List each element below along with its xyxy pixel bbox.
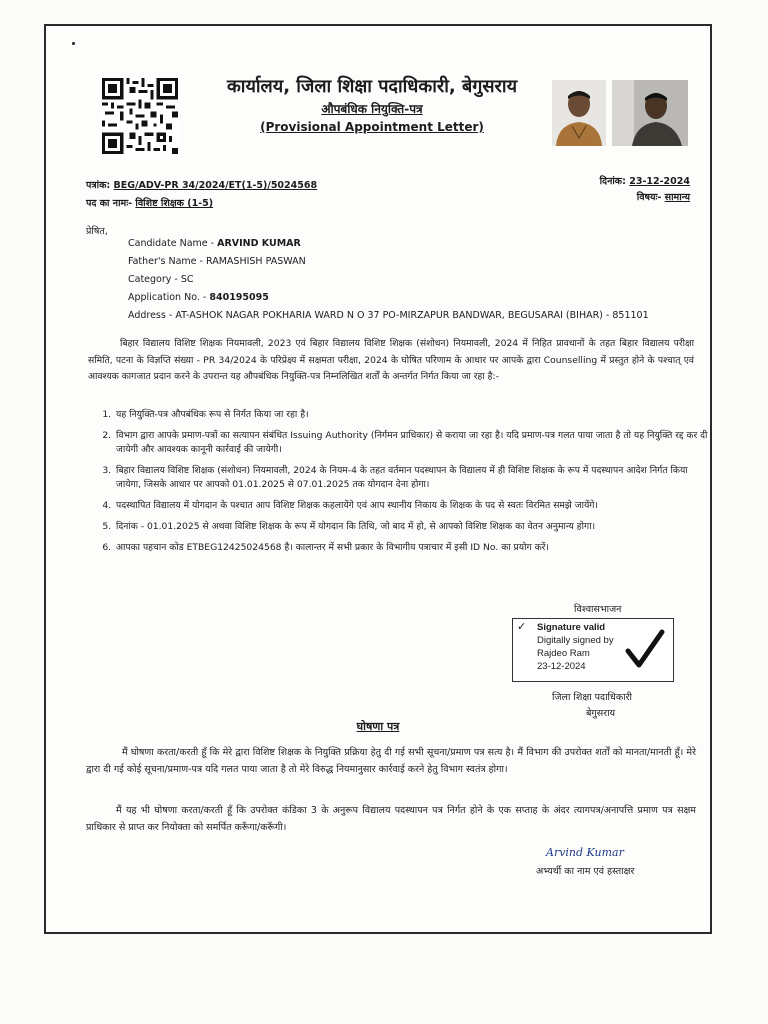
candidate-name-row: [128, 238, 301, 249]
post-label: पद का नामः-: [86, 198, 133, 209]
candidate-handwritten-signature: Arvind Kumar: [546, 846, 624, 859]
office-title: कार्यालय, जिला शिक्षा पदाधिकारी, बेगुसराय: [226, 76, 518, 97]
address-label: Address -: [128, 310, 173, 321]
conditions-list: [98, 408, 714, 562]
declaration-paragraph-1: मैं घोषणा करता/करती हूँ कि मेरे द्वारा विशिष्ट शिक्षक के नियुक्ति प्रक्रिया हेतु दी गई सभी सूचना/प्रमाण पत्र सत्य है। मैं विभाग की उपरोक्त शर्तों को मानता/मानती हूँ। मेरे द्वारा दी गई कोई सूचना/प्रमाण-पत्र यदि गलत पाया जाता है तो मेरे विरुद्ध नियमानुसार कार्रवाई करने हेतु विभाग स्वतंत्र होगा।: [86, 747, 696, 775]
father-name-label: Father's Name -: [128, 256, 203, 267]
date-row: [600, 174, 690, 187]
letter-number: BEG/ADV-PR 34/2024/ET(1-5)/5024568: [113, 180, 318, 191]
father-name: RAMASHISH PASWAN: [206, 256, 306, 267]
category-label: Category -: [128, 274, 178, 285]
category-row: [128, 274, 194, 285]
application-number: 840195095: [209, 292, 269, 303]
letter-type-english: (Provisional Appointment Letter): [260, 120, 484, 134]
candidate-photo-2: [612, 80, 688, 146]
candidate-name-label: Candidate Name -: [128, 238, 215, 249]
letter-number-label: पत्रांक:: [86, 180, 111, 191]
application-label: Application No. -: [128, 292, 207, 303]
post-row: [86, 196, 213, 209]
address: AT-ASHOK NAGAR POKHARIA WARD N O 37 PO-MIRZAPUR BANDWAR, BEGUSARAI (BIHAR) - 851101: [175, 310, 649, 321]
application-row: [128, 292, 269, 303]
candidate-name: ARVIND KUMAR: [217, 238, 301, 249]
qr-code-icon: [102, 78, 178, 154]
candidate-photo: [552, 80, 606, 146]
letter-number-row: [86, 178, 317, 191]
signature-line1: Digitally signed by: [537, 635, 614, 646]
declaration-paragraph-2: मैं यह भी घोषणा करता/करती हूँ कि उपरोक्त कंडिका 3 के अनुरूप विद्यालय पदस्थापन पत्र निर्गत होने के एक सप्ताह के अंदर त्यागपत्र/अनापत्ति प्रमाण पत्र सक्षम प्राधिकार से प्राप्त कर नियोक्ता को समर्पित करूँगा/करूँगी।: [86, 805, 696, 833]
letter-date: 23-12-2024: [629, 176, 690, 187]
to-label: प्रेषित,: [86, 226, 108, 237]
condition-item: 3. बिहार विद्यालय विशिष्ट शिक्षक (संशोधन) नियमावली, 2024 के नियम-4 के तहत वर्तमान पदस्थापन के विद्यालय में ही विशिष्ट शिक्षक के रूप में पदस्थापन आदेश निर्गत किया जायेगा, जिसके आधार पर आपको 01.01.2025 से 07.01.2025 तक योगदान देना होगा।: [114, 464, 714, 492]
condition-item: 2. विभाग द्वारा आपके प्रमाण-पत्रों का सत्यापन संबंधित Issuing Authority (निर्गमन प्राधिकार) से कराया जा रहा है। यदि प्रमाण-पत्र गलत पाया जाता है तो यह नियुक्ति रद्द कर दी जायेगी और आवश्यक कानूनी कार्रवाई की जायेगी।: [114, 429, 714, 457]
address-row: [128, 310, 649, 321]
subject-row: [637, 190, 690, 203]
post-name: विशिष्ट शिक्षक (1-5): [135, 198, 214, 209]
appointment-letter: [44, 24, 712, 934]
checkmark-icon: ✓: [517, 621, 527, 633]
signatory-place: बेगुसराय: [586, 708, 616, 719]
date-label: दिनांक:: [599, 176, 626, 187]
signer-name: Rajdeo Ram: [537, 648, 590, 659]
signature-date: 23-12-2024: [537, 661, 586, 672]
subject: सामान्य: [664, 192, 690, 203]
intro-paragraph: बिहार विद्यालय विशिष्ट शिक्षक नियमावली, 2023 एवं बिहार विद्यालय विशिष्ट शिक्षक (संशोधन) नियमावली, 2024 में निहित प्रावधानों के तहत बिहार विद्यालय परीक्षा समिति, पटना के विज्ञप्ति संख्या - PR 34/2024 के परिप्रेक्ष्य में सक्षमता परीक्षा, 2024 के घोषित परिणाम के आधार पर आपके द्वारा Counselling में प्रस्तुत होने के पश्चात् एवं आवश्यक कागजात प्रदान करने के उपरान्त यह औपबंधिक नियुक्ति-पत्र निम्नलिखित शर्तों के अन्तर्गत निर्गत किया जा रहा है:-: [88, 338, 694, 383]
closing: विश्वासभाजन: [574, 604, 622, 615]
signature-status: Signature valid: [537, 622, 606, 633]
signatory-designation: जिला शिक्षा पदाधिकारी: [552, 692, 632, 703]
condition-item: 5. दिनांक - 01.01.2025 से अथवा विशिष्ट शिक्षक के रूप में योगदान कि तिथि, जो बाद में हो, से आपको विशिष्ट शिक्षक का वेतन अनुमान्य होगा।: [114, 520, 714, 534]
subject-label: विषयः-: [636, 192, 662, 203]
speck: [72, 42, 75, 45]
big-checkmark-icon: [625, 629, 665, 671]
declaration-title: घोषणा पत्र: [356, 720, 400, 733]
condition-item: 6. आपका पहचान कोड ETBEG12425024568 है। कालान्तर में सभी प्रकार के विभागीय पत्राचार में इसी ID No. का प्रयोग करें।: [114, 541, 714, 555]
father-name-row: [128, 256, 306, 267]
letter-type-hindi: औपबंधिक नियुक्ति-पत्र: [321, 102, 423, 116]
condition-item: 1. यह नियुक्ति-पत्र औपबंधिक रूप से निर्गत किया जा रहा है।: [114, 408, 714, 422]
digital-signature-box: [512, 618, 674, 682]
category: SC: [180, 274, 194, 285]
condition-item: 4. पदस्थापित विद्यालय में योगदान के पश्चात आप विशिष्ट शिक्षक कहलायेंगे एवं आप स्थानीय निकाय के शिक्षक के पद से स्वतः विरमित समझे जायेंगे।: [114, 499, 714, 513]
signature-caption: अभ्यर्थी का नाम एवं हस्ताक्षर: [536, 866, 635, 877]
